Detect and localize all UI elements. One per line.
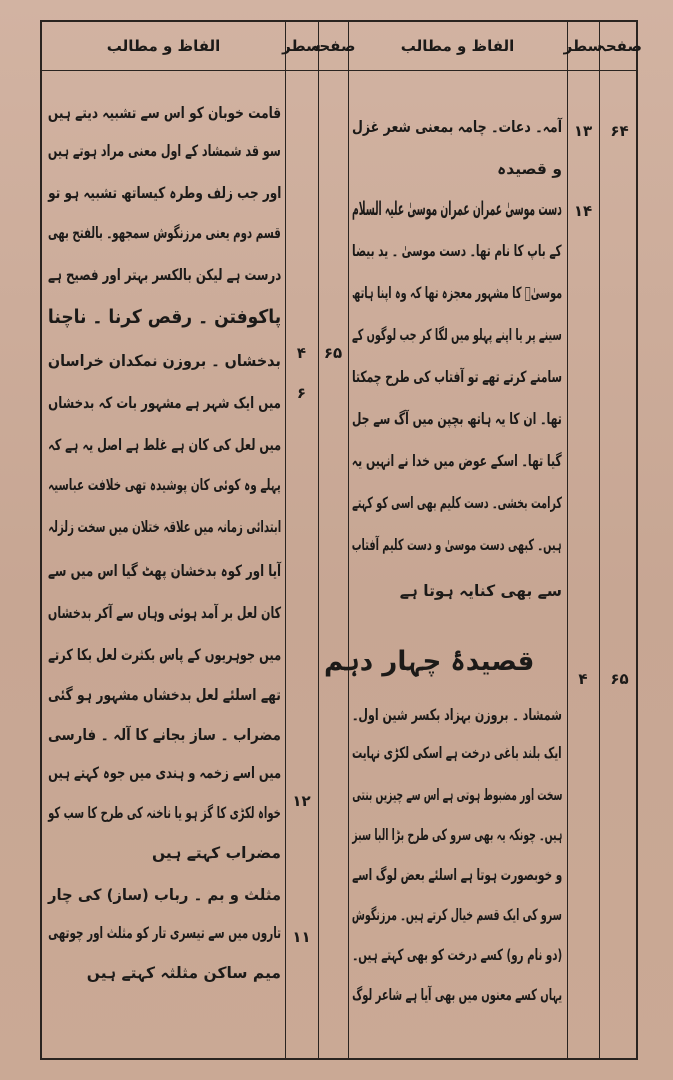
- text-line: کان لعل بر آمد ہوئی وہاں سے آکر بدخشاں: [47, 604, 281, 622]
- column-divider: [318, 22, 319, 1058]
- text-line: درست ہے لیکن بالکسر بہتر اور فصیح ہے: [47, 266, 281, 284]
- right-line-ref: ۱۳: [573, 122, 593, 140]
- text-line: کرامت بخشی۔ دست کلیم بھی اسی کو کہتے: [352, 494, 562, 512]
- text-line: و خوبصورت ہوتا ہے اسلئے بعض لوگ اسے: [351, 866, 562, 884]
- left-line-ref: ۱۱: [292, 928, 311, 946]
- text-line: شمشاد ۔ بروزن بہزاد بکسر شین اول۔: [351, 706, 562, 724]
- text-line: پہلے وہ کوئی کان پوشیدہ تھی خلافت عباسیہ: [48, 476, 281, 494]
- text-line: سرو کی ایک قسم خیال کرتے ہیں۔ مرزنگوش: [351, 906, 562, 924]
- text-line: کے باپ کا نام تھا۔ دست موسیٰ ۔ ید بیضا: [352, 242, 562, 260]
- text-line: مضراب کہتے ہیں: [151, 844, 281, 862]
- header-right-meanings: الفاظ و مطالب: [400, 37, 515, 55]
- text-line: پاکوفتن ۔ رقص کرنا ۔ ناچنا: [47, 306, 281, 328]
- text-line: ابتدائی زمانہ میں علاقہ ختلان میں سخت زلزلہ: [48, 518, 281, 536]
- text-line: تھے اسلئے لعل بدخشاں مشہور ہو گئی: [48, 686, 281, 704]
- header-left-meanings: الفاظ و مطالب: [106, 37, 221, 55]
- column-divider: [599, 22, 600, 1058]
- right-line-ref: ۴: [578, 670, 588, 688]
- text-line: مثلث و بم ۔ رباب (ساز) کی چار: [47, 886, 281, 904]
- text-line: گیا تھا۔ اسکے عوض میں خدا نے انہیں یہ: [352, 452, 562, 470]
- text-line: موسیٰؑ کا مشہور معجزہ تھا کہ وہ اپنا ہاتھ: [351, 284, 562, 302]
- text-line: سامنے کرتے تھے تو آفتاب کی طرح چمکتا: [351, 368, 562, 386]
- text-line: میں لعل کی کان ہے غلط ہے اصل یہ ہے کہ: [47, 436, 281, 454]
- text-line: سینے پر یا اپنے پہلو میں لگا کر جب لوگوں کے: [352, 326, 562, 344]
- column-divider: [285, 22, 286, 1058]
- header-right-line: سطر: [563, 37, 603, 55]
- text-line: میں جوہریوں کے پاس بکثرت لعل بکا کرتے: [47, 646, 281, 664]
- text-line: تاروں میں سے تیسری تار کو مثلث اور چوتھی: [48, 924, 281, 942]
- text-line: مضراب ۔ ساز بجانے کا آلہ ۔ فارسی: [48, 726, 281, 744]
- table-frame: [40, 20, 642, 1060]
- left-text-column: [48, 22, 281, 1062]
- left-line-ref: ۶: [296, 384, 307, 402]
- right-page-ref: ۶۵: [610, 670, 629, 688]
- left-line-ref: ۱۲: [292, 792, 311, 810]
- column-divider: [348, 22, 349, 1058]
- text-line: ہیں۔ چونکہ یہ بھی سرو کی طرح بڑا البا سبز: [351, 826, 562, 844]
- left-line-ref: ۴: [296, 344, 307, 362]
- header-left-line: سطر: [282, 37, 321, 55]
- text-line: میم ساکن مثلثہ کہتے ہیں: [86, 964, 281, 982]
- text-line: ہیں۔ کبھی دست موسیٰ و دست کلیم آفتاب: [352, 536, 562, 554]
- text-line: بدخشاں ۔ بروزن نمکدان خراسان: [48, 352, 281, 370]
- text-line: میں ایک شہر ہے مشہور بات کہ بدخشاں: [48, 394, 281, 412]
- text-line: قسم دوم یعنی مرزنگوش سمجھو۔ بالفتح بھی: [48, 224, 281, 242]
- column-divider: [567, 22, 568, 1058]
- text-line: آیا اور کوہ بدخشان پھٹ گیا اس میں سے: [47, 562, 281, 580]
- section-title: قصیدۂ چہار دہم: [323, 646, 534, 677]
- text-line: اور جب زلف وطرہ کیساتھ تشبیہ ہو تو: [47, 184, 281, 202]
- text-line: خواہ لکڑی کا گز ہو یا ناخنہ کی طرح کا سب کو: [48, 804, 281, 822]
- text-line: تھا۔ ان کا یہ ہاتھ بچپن میں آگ سے جل: [352, 410, 562, 428]
- text-line: (دو نام رو) کسے درخت کو بھی کہتے ہیں۔: [351, 946, 562, 964]
- header-right-page: صفحہ: [597, 37, 642, 55]
- text-line: سے بھی کنایہ ہوتا ہے: [399, 582, 562, 600]
- text-line: آمہ۔ دعات۔ چامہ بمعنی شعر غزل: [351, 118, 562, 136]
- text-line: سو قد شمشاد کے اول معنی مراد ہوتے ہیں: [48, 142, 281, 160]
- left-page-ref: ۶۵: [323, 344, 343, 362]
- text-line: یہاں کسے معنوں میں بھی آیا ہے شاعر لوگ: [352, 986, 562, 1004]
- text-line: دست موسیٰ عمران عمران موسیٰ علیہ السلام: [352, 198, 562, 220]
- right-line-ref: ۱۴: [573, 202, 593, 220]
- right-page-ref: ۶۴: [610, 122, 629, 140]
- text-line: سخت اور مضبوط ہوتی ہے اس سے چیزیں بنتی: [351, 786, 562, 804]
- text-line: ایک بلند باغی درخت ہے اسکی لکڑی نہایت: [352, 744, 562, 762]
- text-line: میں اسے زخمہ و ہندی میں جوہ کہتے ہیں: [48, 764, 281, 782]
- header-left-page: صفحہ: [310, 37, 356, 55]
- text-line: قامت خوبان کو اس سے تشبیہ دیتے ہیں: [47, 104, 281, 122]
- text-line: و قصیدہ: [497, 160, 562, 178]
